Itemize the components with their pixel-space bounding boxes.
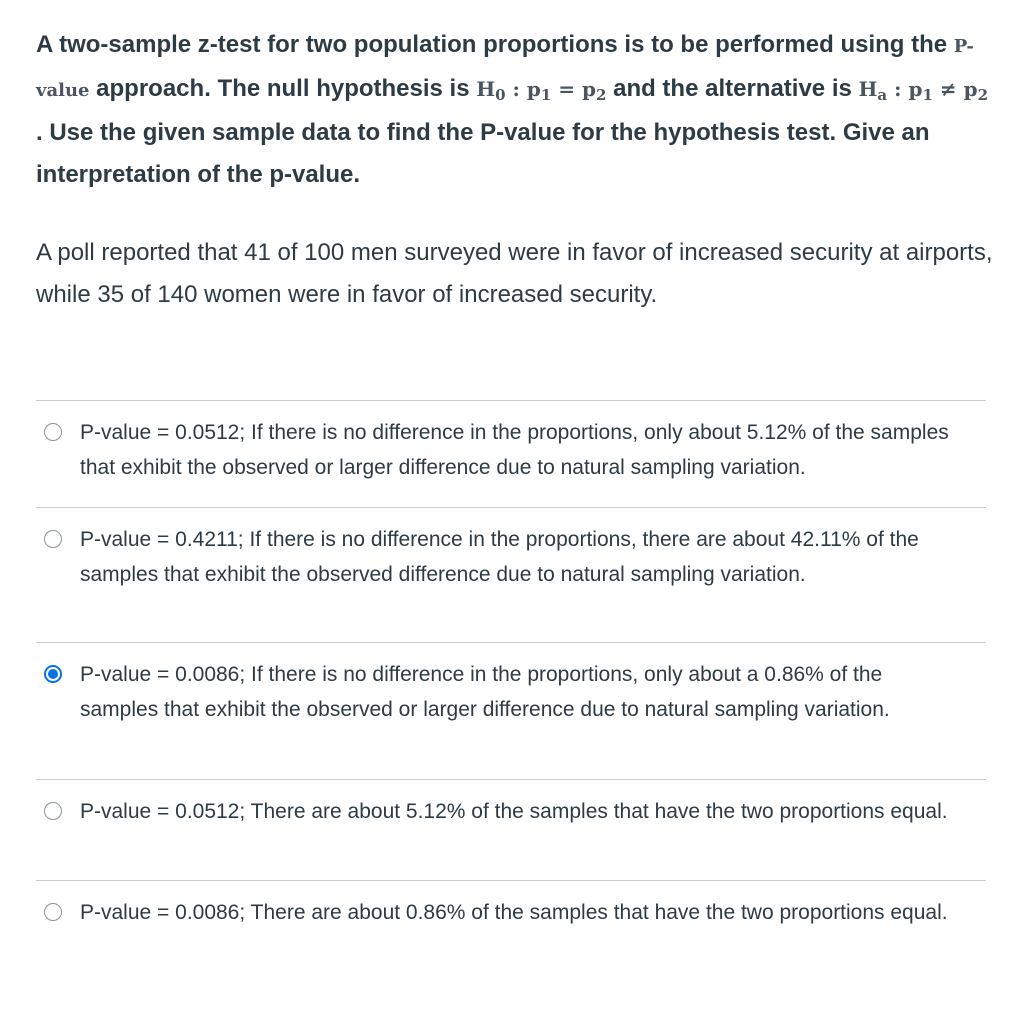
question-part-4: . Use the given sample data to find the P-value for the hypothesis test. Give an interpretation of the p-value. — [36, 119, 930, 188]
pvalue-symbol: P-value — [36, 36, 974, 101]
radio-button[interactable] — [44, 802, 62, 820]
question-part-1: A two-sample z-test for two population proportions is to be performed using the — [36, 31, 954, 58]
answer-label: P-value = 0.0512; If there is no difference in the proportions, only about 5.12% of the samples that exhibit the observed or larger difference due to natural sampling variation. — [80, 421, 949, 479]
answer-option-1[interactable] — [36, 401, 986, 508]
answer-label: P-value = 0.0512; There are about 5.12% of the samples that have the two proportions equal. — [80, 800, 948, 823]
question-part-3: and the alternative is — [606, 75, 859, 102]
answer-label: P-value = 0.4211; If there is no difference in the proportions, there are about 42.11% of the samples that exhibit the observed difference due to natural sampling variation. — [80, 528, 919, 586]
answer-option-3[interactable] — [36, 643, 986, 780]
alternative-hypothesis: $H_a$ : $p_1 \ne p_2$ — [858, 77, 988, 104]
question-text — [36, 24, 996, 196]
answer-option-4[interactable] — [36, 780, 986, 881]
null-hypothesis: $H_0$ : $p_1 = p_2$ — [476, 77, 607, 104]
answer-list — [36, 400, 986, 981]
radio-button[interactable] — [44, 423, 62, 441]
answer-label: P-value = 0.0086; There are about 0.86% of the samples that have the two proportions equal. — [80, 901, 948, 924]
answer-label: P-value = 0.0086; If there is no difference in the proportions, only about a 0.86% of the samples that exhibit the observed or larger difference due to natural sampling variation. — [80, 663, 890, 721]
radio-button-selected[interactable] — [44, 665, 62, 683]
scenario-text: A poll reported that 41 of 100 men surveyed were in favor of increased security at airports, while 35 of 140 women were in favor of increased security. — [36, 239, 993, 308]
answer-option-2[interactable] — [36, 508, 986, 643]
question-part-2: approach. The null hypothesis is — [89, 75, 477, 102]
radio-button[interactable] — [44, 530, 62, 548]
radio-button[interactable] — [44, 903, 62, 921]
answer-option-5[interactable] — [36, 881, 986, 981]
